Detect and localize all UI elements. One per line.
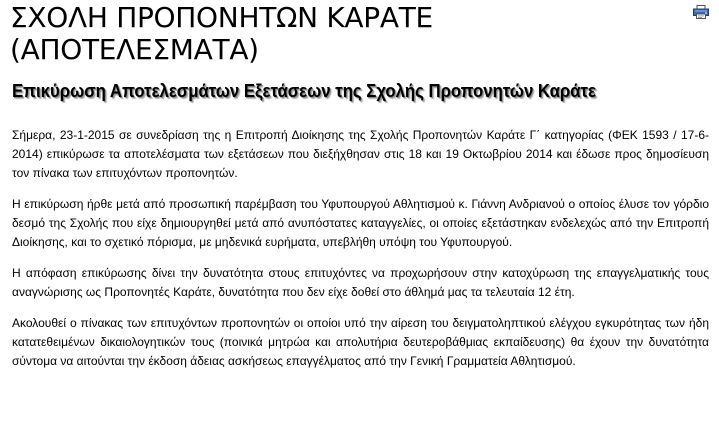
print-icon[interactable] xyxy=(693,5,709,19)
article-body xyxy=(12,126,709,383)
page-title-line-1: ΣΧΟΛΗ ΠΡΟΠΟΝΗΤΩΝ ΚΑΡΑΤΕ xyxy=(10,1,433,34)
article-paragraph-3: Η απόφαση επικύρωσης δίνει την δυνατότητα στους επιτυχόντες να προχωρήσουν στην κατοχύρωση της επαγγελματικής τους αναγνώρισης ως Προπονητές Καράτε, δυνατότητα που δεν είχε δοθεί στο άθλημά μας τα τελευταία 12 έτη. xyxy=(12,266,709,299)
article-subtitle: Επικύρωση Αποτελεσμάτων Εξετάσεων της Σχολής Προπονητών Καράτε xyxy=(12,81,596,101)
article-paragraph-4: Ακολουθεί ο πίνακας των επιτυχόντων προπονητών οι οποίοι υπό την αίρεση του δειγματοληπτικού ελέγχου εγκυρότητας των ήδη κατατεθειμένων δικαιολογητικών τους (ποινικά μητρώα και απολυτήρια δευτεροβάθμιας εκπαίδευσης) θα έχουν την δυνατότητα σύντομα να αιτούνται την έκδοση άδειας ασκήσεως επαγγέλματος από την Γενική Γραμματεία Αθλητισμού. xyxy=(12,316,709,368)
page-title xyxy=(10,2,650,66)
article-paragraph-1: Σήμερα, 23-1-2015 σε συνεδρίαση της η Επιτροπή Διοίκησης της Σχολής Προπονητών Καράτε Γ΄ κατηγορίας (ΦΕΚ 1593 / 17-6-2014) επικύρωσε τα αποτελέσματα των εξετάσεων που διεξήχθησαν στις 18 και 19 Οκτωβρίου 2014 και έδωσε προς δημοσίευση τον πίνακα των επιτυχόντων προπονητών. xyxy=(12,128,709,180)
article-paragraph-2: Η επικύρωση ήρθε μετά από προσωπική παρέμβαση του Υφυπουργού Αθλητισμού κ. Γιάννη Ανδριανού ο οποίος έλυσε τον γόρδιο δεσμό της Σχολής που είχε δημιουργηθεί μετά από ανυπόστατες καταγγελίες, οι οποίες εξετάστηκαν ενδελεχώς από την Επιτροπή Διοίκησης, και το σχετικό πόρισμα, με μηδενικά ευρήματα, υπεβλήθη υπόψη του Υφυπουργού. xyxy=(12,197,709,249)
page-title-line-2: (ΑΠΟΤΕΛΕΣΜΑΤΑ) xyxy=(10,33,259,66)
